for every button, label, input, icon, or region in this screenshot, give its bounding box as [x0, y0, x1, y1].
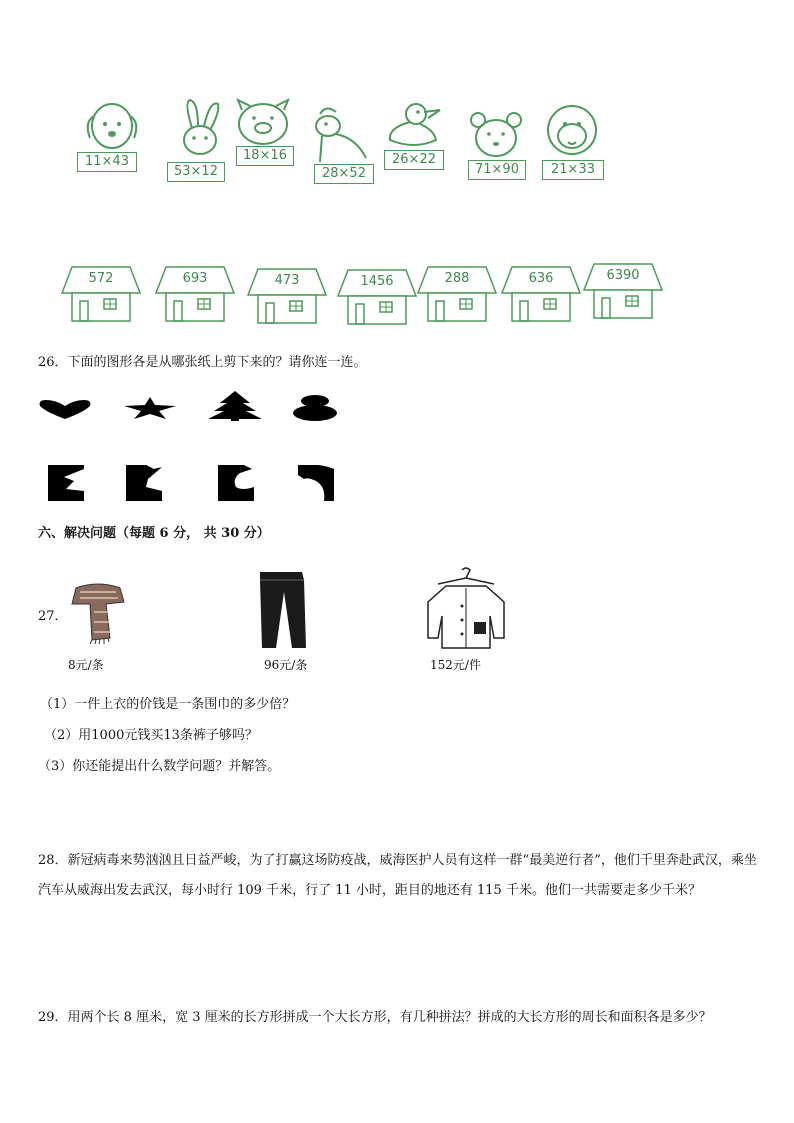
house-number: 636 — [528, 271, 554, 286]
jacket-price: 152元/件 — [430, 658, 481, 672]
monkey-icon — [540, 100, 604, 160]
bear-icon — [468, 110, 524, 160]
paper-piece-1-icon — [48, 465, 84, 501]
animal-label: 26×22 — [384, 150, 444, 170]
animal-label: 11×43 — [77, 152, 137, 172]
pig-icon — [234, 98, 292, 148]
q28-text: 28．新冠病毒来势汹汹且日益严峻，为了打赢这场防疫战，威海医护人员有这样一群“最美逆行者”，他们千里奔赴武汉，乘坐汽车从威海出发去武汉，每小时行 109 千米，行了 11 小时，距目的地还有 115 千米。他们一共需要走多少千米？ — [38, 853, 757, 898]
animal-label: 71×90 — [468, 160, 526, 180]
house-number: 572 — [88, 271, 114, 286]
scarf-price: 8元/条 — [68, 658, 104, 672]
jacket-icon — [424, 566, 508, 650]
q27-number: 27． — [38, 609, 68, 624]
animal-label: 53×12 — [167, 162, 225, 182]
q26-text: 26．下面的图形各是从哪张纸上剪下来的？请你连一连。 — [38, 355, 367, 370]
house-number: 1456 — [360, 274, 394, 289]
house — [154, 265, 236, 323]
house-number: 693 — [182, 271, 208, 286]
star-shape-icon — [124, 397, 176, 419]
house-number: 473 — [274, 273, 300, 288]
q29-text: 29．用两个长 8 厘米，宽 3 厘米的长方形拼成一个大长方形，有几种拼法？拼成的大长方形的周长和面积各是多少？ — [38, 1010, 712, 1025]
house — [336, 268, 418, 326]
q27-sub2: （2）用1000元钱买13条裤子够吗？ — [44, 728, 258, 743]
house — [246, 267, 328, 325]
goat-icon — [306, 104, 370, 164]
paper-piece-2-icon — [126, 465, 162, 501]
paper-piece-4-icon — [298, 465, 334, 501]
dog-icon — [80, 98, 144, 158]
animal-label: 28×52 — [314, 164, 374, 184]
duck-icon — [384, 100, 446, 150]
animal-label: 21×33 — [542, 160, 604, 180]
house-number: 6390 — [606, 268, 640, 283]
pants-icon — [256, 570, 308, 650]
animal-label: 18×16 — [236, 146, 294, 166]
house — [582, 262, 664, 320]
section-heading: 六、解决问题（每题 6 分， 共 30 分） — [38, 526, 270, 541]
scarf-icon — [66, 582, 130, 644]
rabbit-icon — [170, 98, 230, 162]
house — [500, 265, 582, 323]
house — [416, 265, 498, 323]
q27-sub3: （3）你还能提出什么数学问题？并解答。 — [38, 759, 281, 774]
paper-piece-3-icon — [218, 465, 254, 501]
snowman-shape-icon — [292, 395, 338, 421]
pants-price: 96元/条 — [264, 658, 308, 672]
heart-shape-icon — [38, 398, 92, 420]
house — [60, 265, 142, 323]
tree-shape-icon — [208, 391, 262, 421]
q27-sub1: （1）一件上衣的价钱是一条围巾的多少倍？ — [40, 697, 296, 712]
house-number: 288 — [444, 271, 470, 286]
